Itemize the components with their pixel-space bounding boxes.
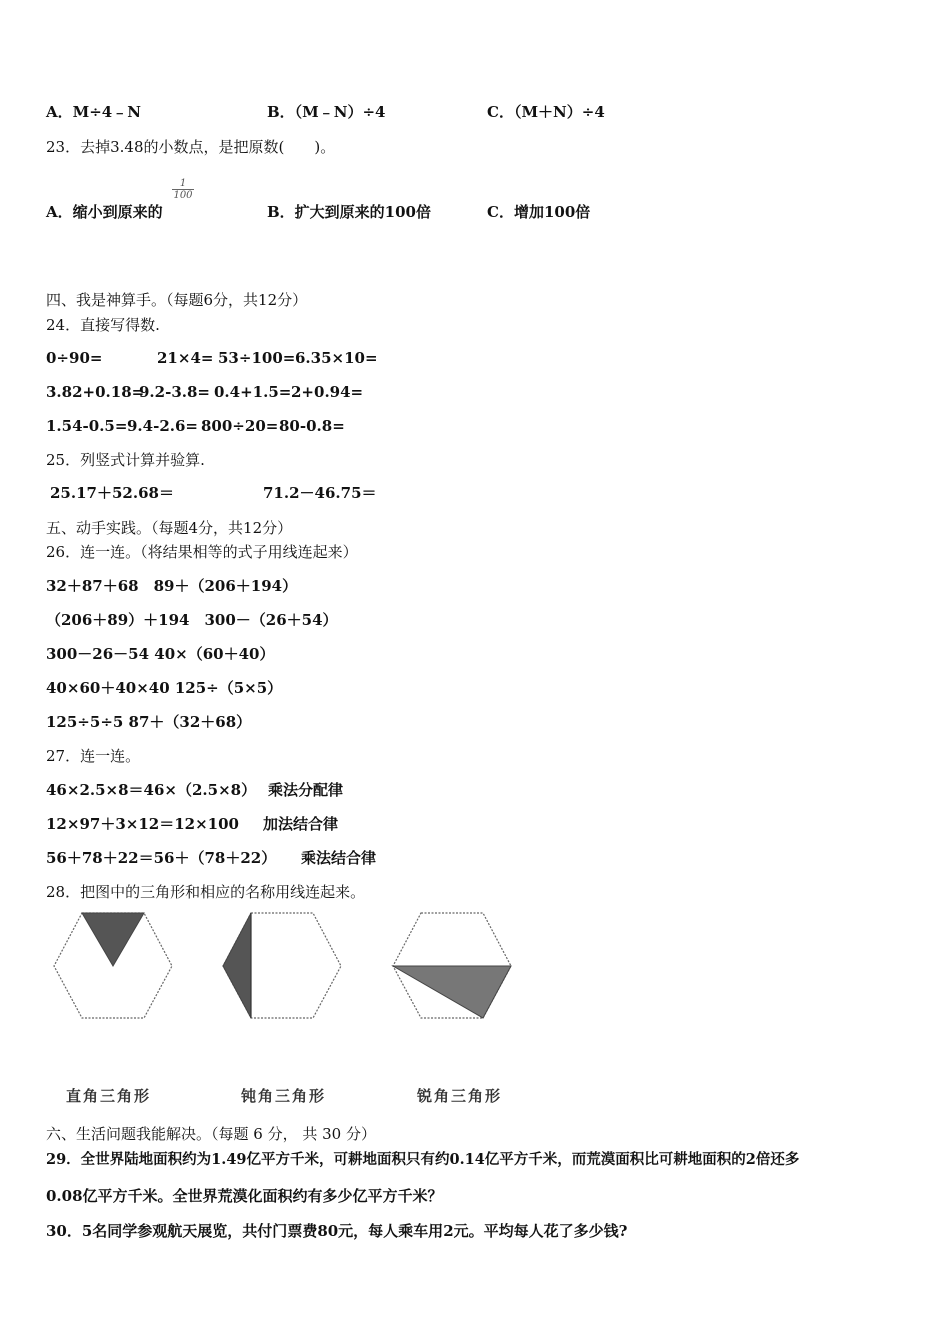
q29-line-2: 0.08亿平方千米。全世界荒漠化面积约有多少亿平方千米？ (46, 1187, 443, 1205)
calc-item: 21×4= (157, 349, 214, 367)
calc-item: 0÷90= (46, 349, 103, 367)
q26-stem: 26．连一连。（将结果相等的式子用线连起来） (46, 543, 358, 561)
calc-item: 2+0.94= (291, 383, 364, 401)
q23-option-a: A．缩小到原来的 (46, 203, 163, 221)
calc-item: 800÷20= (201, 417, 279, 435)
q27-law: 乘法结合律 (301, 849, 377, 867)
q27-expression: 56＋78＋22＝56＋（78＋22） (46, 849, 277, 867)
calc-item: 0.4+1.5= (214, 383, 292, 401)
calc-item: 53÷100= (218, 349, 296, 367)
q26-row: 300－26－54 40×（60＋40） (46, 645, 275, 663)
q27-expression: 46×2.5×8＝46×（2.5×8） (46, 781, 257, 799)
calc-item: 9.2-3.8= (139, 383, 210, 401)
q22-option-b: B．（M﹣N）÷4 (267, 103, 386, 121)
q27-stem: 27．连一连。 (46, 747, 141, 765)
triangle-label: 钝角三角形 (241, 1087, 327, 1105)
q29-line-1: 29．全世界陆地面积约为1.49亿平方千米，可耕地面积只有约0.14亿平方千米，而荒漠面积比可耕地面积的2倍还多 (46, 1151, 800, 1168)
q25-stem: 25．列竖式计算并验算. (46, 451, 205, 469)
fraction-denominator: 100 (173, 190, 193, 201)
q23-option-c: C．增加100倍 (487, 203, 591, 221)
fraction-numerator: 1 (179, 178, 187, 189)
q22-option-c: C．（M＋N）÷4 (487, 103, 605, 121)
q23-option-b: B．扩大到原来的100倍 (267, 203, 431, 221)
calc-item: 1.54-0.5= (46, 417, 128, 435)
section-4-title: 四、我是神算手。（每题6分，共12分） (46, 291, 308, 309)
q27-law: 加法结合律 (263, 815, 339, 833)
q26-row: 32＋87＋68 89＋（206＋194） (46, 577, 298, 595)
q25-item: 25.17＋52.68＝ (50, 484, 174, 502)
hexagon-figure-3 (389, 910, 515, 1022)
calc-item: 9.4-2.6= (127, 417, 198, 435)
q24-stem: 24．直接写得数. (46, 316, 160, 334)
q23-fraction (172, 178, 194, 201)
calc-item: 80-0.8= (279, 417, 345, 435)
triangle-label: 直角三角形 (66, 1087, 152, 1105)
section-6-title: 六、生活问题我能解决。（每题 6 分， 共 30 分） (46, 1125, 376, 1143)
hexagon-figure-2 (219, 910, 345, 1022)
q26-row: （206＋89）＋194 300－（26＋54） (46, 611, 338, 629)
q26-row: 40×60＋40×40 125÷（5×5） (46, 679, 283, 697)
q30-stem: 30．5名同学参观航天展览，共付门票费80元，每人乘车用2元。平均每人花了多少钱? (46, 1222, 628, 1240)
q27-expression: 12×97＋3×12＝12×100 (46, 815, 239, 833)
triangle-label: 锐角三角形 (417, 1087, 503, 1105)
calc-item: 3.82+0.18= (46, 383, 145, 401)
q28-stem: 28．把图中的三角形和相应的名称用线连起来。 (46, 883, 366, 901)
calc-item: 6.35×10= (295, 349, 378, 367)
q26-row: 125÷5÷5 87＋（32＋68） (46, 713, 252, 731)
q22-option-a: A．M÷4﹣N (46, 103, 141, 121)
q23-stem: 23．去掉3.48的小数点，是把原数( )。 (46, 138, 336, 156)
q25-item: 71.2－46.75＝ (263, 484, 377, 502)
hexagon-figure-1 (50, 910, 176, 1022)
section-5-title: 五、动手实践。（每题4分，共12分） (46, 519, 293, 537)
q27-law: 乘法分配律 (268, 781, 344, 799)
